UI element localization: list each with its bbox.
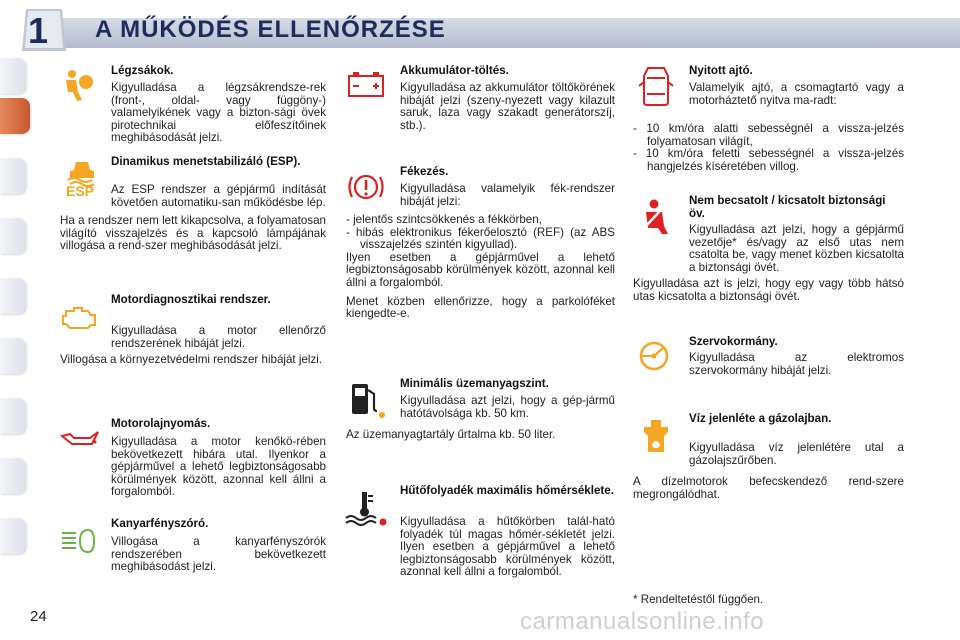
tab-active[interactable] (0, 98, 30, 134)
list-item: - 10 km/óra alatti sebességnél a vissza-jelzés folyamatosan világít, (633, 122, 904, 148)
belt-title: Nem becsatolt / kicsatolt biztonsági öv. (689, 194, 886, 220)
esp-icon-label: ESP (66, 183, 95, 199)
door-text (689, 82, 904, 107)
belt-desc-2: Kigyulladása azt is jelzi, hogy egy vagy több hátsó utas kicsatolta a biztonsági övét. (633, 277, 904, 303)
airbag-text (111, 82, 326, 146)
footnote: * Rendeltetéstől függően. (633, 593, 764, 606)
coolant-text (346, 516, 615, 579)
fuel-desc-2: Az üzemanyagtartály űrtalma kb. 50 liter. (346, 428, 556, 441)
steering-desc: Kigyulladása az elektromos szervokormány hibáját jelzi. (689, 351, 904, 377)
tab-6[interactable] (0, 338, 26, 374)
fuel-icon (346, 380, 388, 420)
door-title: Nyitott ajtó. (689, 64, 753, 77)
corner-title: Kanyarfényszóró. (111, 517, 209, 530)
engine-title: Motordiagnosztikai rendszer. (111, 293, 271, 306)
water-text (689, 442, 904, 467)
brake-list (346, 214, 615, 252)
belt-desc: Kigyulladása azt jelzi, hogy a gépjármű vezetője* és/vagy az első utas nem csatolta be, vagy menet közben kicsatolta a biztonsági övét. (689, 223, 904, 274)
fuel-desc: Kigyulladása azt jelzi, hogy a gép-jármű hatótávolsága kb. 50 km. (400, 394, 615, 420)
water-desc-2: A dízelmotorok befecskendező rend-szere megrongálódhat. (633, 475, 904, 501)
oil-text (60, 436, 326, 499)
water-text-2 (633, 476, 904, 501)
brake-title: Fékezés. (400, 165, 449, 178)
battery-title: Akkumulátor-töltés. (400, 64, 509, 77)
engine-desc-2: Villogása a környezetvédelmi rendszer hibáját jelzi. (60, 353, 323, 367)
esp-title: Dinamikus menetstabilizáló (ESP). (111, 155, 301, 168)
oil-title: Motorolajnyomás. (111, 417, 211, 430)
engine-text (60, 325, 326, 367)
tab-1[interactable] (0, 58, 26, 94)
esp-desc: Az ESP rendszer a gépjármű indítását követően automatiku-san működésbe lép. (111, 183, 326, 209)
chapter-number: 1 (27, 10, 49, 51)
list-item: - hibás elektronikus fékerőelosztó (REF) (az ABS visszajelzés szintén kigyullad). (346, 225, 615, 252)
coolant-title: Hűtőfolyadék maximális hőmérséklete. (400, 484, 614, 497)
airbag-desc: Kigyulladása a légzsákrendsze-rek (front-, oldal- vagy függöny-) valamelyikének vagy a bizton-sági övek pirotechnikai előfeszítőinek meghibásodását jelzi. (111, 81, 326, 145)
engine-desc: Kigyulladása a motor ellenőrző rendszerének hibáját jelzi. (111, 324, 326, 350)
brake-desc-3: Menet közben ellenőrizze, hogy a parkolóféket kiengedte-e. (346, 294, 615, 321)
fuel-title: Minimális üzemanyagszint. (400, 377, 549, 390)
belt-text (633, 224, 904, 304)
fuel-text-2 (346, 429, 615, 442)
tab-7[interactable] (0, 398, 26, 434)
cornering-light-icon (60, 528, 100, 554)
list-item: - 10 km/óra feletti sebességnél a vissza-jelzés hangjelzés kíséretében villog. (633, 147, 904, 173)
steering-wheel-icon (636, 340, 672, 372)
door-desc: Valamelyik ajtó, a csomagtartó vagy a motorháztető nyitva ma-radt: (689, 81, 904, 107)
tab-3[interactable] (0, 158, 26, 194)
water-in-fuel-icon (640, 418, 672, 456)
steering-title: Szervokormány. (689, 335, 778, 348)
tab-4[interactable] (0, 218, 26, 254)
brake-icon (346, 170, 386, 204)
airbag-title: Légzsákok. (111, 64, 174, 77)
chapter-tabs (0, 58, 30, 578)
coolant-desc: Kigyulladása a hűtőkörben talál-ható folyadék túl magas hőmér-sékletét jelzi. Ilyen esetben a gépjárművel a lehető legbiztonságosabb körülmények között, azonnal kell állni a forgalomból. (400, 515, 615, 579)
tab-5[interactable] (0, 278, 26, 314)
esp-desc-2: Ha a rendszer nem lett kikapcsolva, a folyamatosan világító visszajelzés és a kapcsoló lámpájának villogása a rend-szer meghibásodását jelzi. (60, 214, 326, 253)
watermark: carmanualsonline.info (520, 608, 764, 635)
fuel-text (400, 395, 615, 420)
corner-desc: Villogása a kanyarfényszórók rendszerében bekövetkezett meghibásodást jelzi. (111, 535, 326, 574)
door-list-wrap (633, 123, 904, 173)
page-number: 24 (30, 608, 47, 625)
open-door-icon (638, 64, 674, 108)
water-title: Víz jelenléte a gázolajban. (689, 412, 832, 425)
airbag-icon (60, 68, 94, 102)
list-item: - jelentős szintcsökkenés a fékkörben, (346, 213, 542, 226)
steering-text (689, 352, 904, 377)
brake-intro (400, 183, 615, 208)
page-title: A MŰKÖDÉS ELLENŐRZÉSE (95, 16, 446, 43)
esp-text (60, 184, 326, 253)
brake-details (346, 214, 615, 321)
oil-desc: Kigyulladása a motor kenőkö-rében bekövetkezett hibára utal. Ilyenkor a gépjárművel a lehető legbiztonságosabb körülmények között, azonnal kell állni a forgalomból. (111, 435, 326, 499)
brake-desc-2: Ilyen esetben a gépjárművel a lehető legbiztonságosabb körülmények között, azonnal kell állni a forgalomból. (346, 250, 615, 289)
tab-8[interactable] (0, 458, 26, 494)
door-list (633, 123, 904, 173)
battery-desc: Kigyulladása az akkumulátor töltőkörének hibáját jelzi (szeny-nyezett vagy kilazult saruk, laza vagy szakadt generátorszíj, stb.). (400, 81, 615, 132)
brake-desc: Kigyulladása valamelyik fék-rendszer hibáját jelzi: (400, 182, 615, 208)
tab-9[interactable] (0, 518, 26, 554)
water-desc: Kigyulladása víz jelenlétére utal a gázolajszűrőben. (689, 441, 904, 467)
battery-text (346, 82, 615, 132)
corner-text (111, 536, 326, 574)
